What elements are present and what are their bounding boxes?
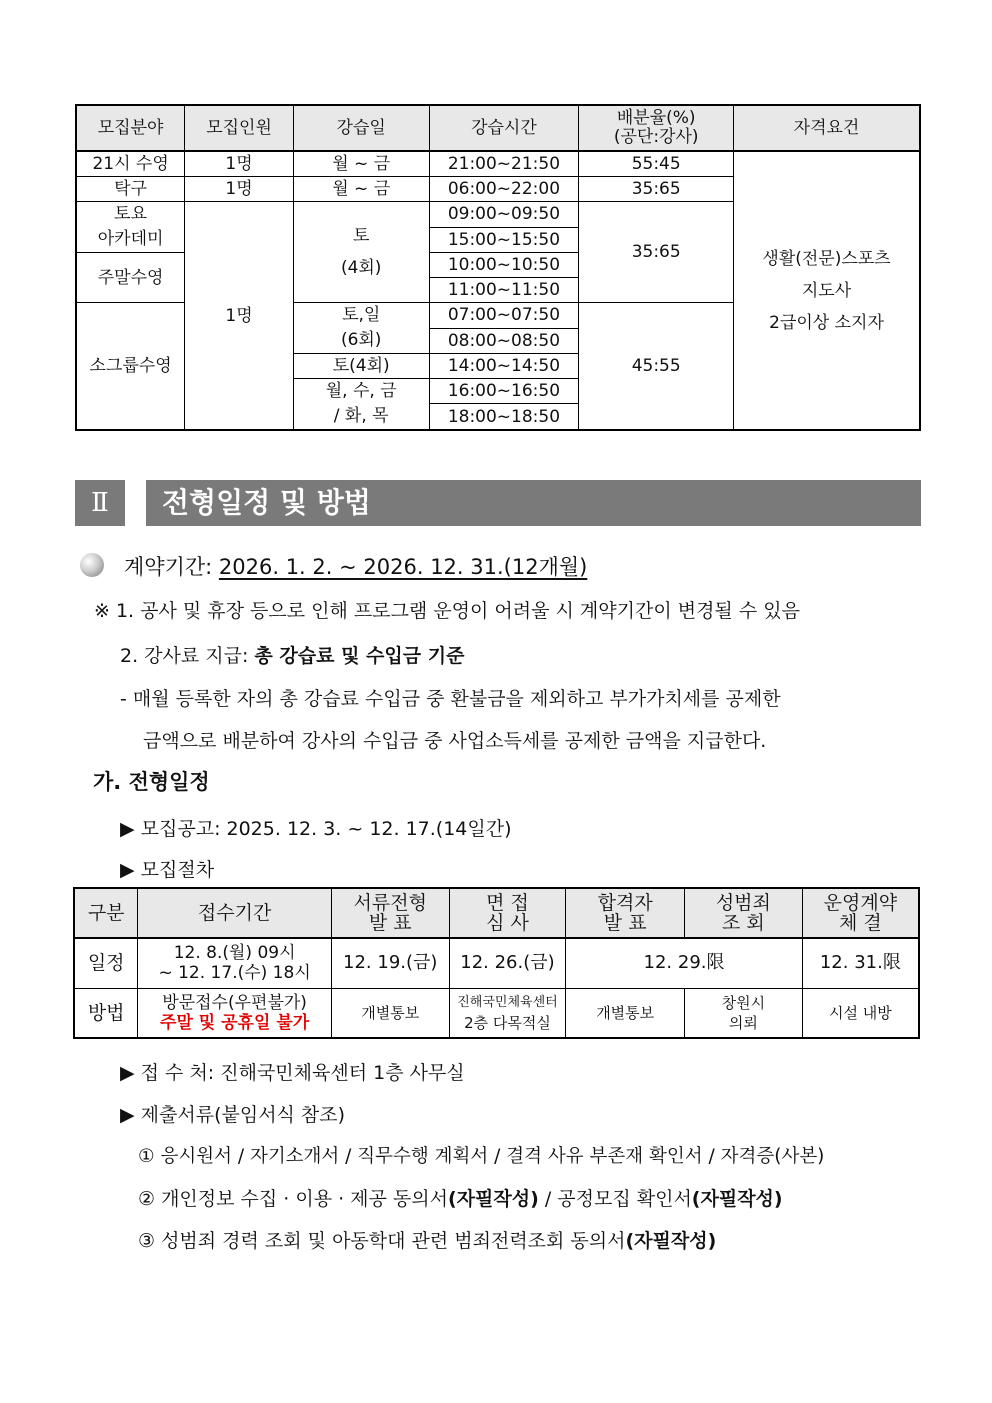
cell-qualification: 생활(전문)스포츠 지도사 2급이상 소지자 xyxy=(734,151,920,430)
cell-field-weekend-swim: 주말수영 xyxy=(76,253,185,303)
announcement-period: ▶ 모집공고: 2025. 12. 3. ~ 12. 17.(14일간) xyxy=(120,818,512,840)
cell-days: 토(4회) xyxy=(293,354,429,379)
cell-time: 08:00~08:50 xyxy=(429,328,579,354)
cell-pass-date: 12. 29.限 xyxy=(566,938,802,988)
cell-field: 탁구 xyxy=(76,177,185,202)
cell-days: 월 ~ 금 xyxy=(293,151,429,177)
cell-time: 07:00~07:50 xyxy=(429,303,579,329)
instructor-recruitment-table xyxy=(75,104,921,431)
cell-count-group: 1명 xyxy=(185,202,294,431)
header-pass-result: 합격자 발 표 xyxy=(566,888,685,938)
cell-document-date: 12. 19.(금) xyxy=(331,938,449,988)
cell-days-satsun: 토,일 (6회) xyxy=(293,303,429,354)
cell-time: 10:00~10:50 xyxy=(429,253,579,278)
document-item-1: ① 응시원서 / 자기소개서 / 직무수행 계획서 / 결격 사유 부존재 확인서 / 자격증(사본) xyxy=(138,1146,825,1167)
contract-period-value: 2026. 1. 2. ~ 2026. 12. 31.(12개월) xyxy=(218,555,588,579)
cell-interview-date: 12. 26.(금) xyxy=(449,938,566,988)
cell-days-saturday: 토 (4회) xyxy=(293,202,429,303)
bullet-ball-icon xyxy=(80,553,104,577)
cell-days: 월 ~ 금 xyxy=(293,177,429,202)
header-period: 접수기간 xyxy=(138,888,332,938)
cell-time: 14:00~14:50 xyxy=(429,354,579,379)
row-label-schedule: 일정 xyxy=(74,938,138,988)
document-item-3: ③ 성범죄 경력 조회 및 아동학대 관련 범죄전력조회 동의서(자필작성) xyxy=(138,1230,717,1252)
cell-contract-date: 12. 31.限 xyxy=(802,938,919,988)
cell-ratio: 55:45 xyxy=(579,151,734,177)
table-row xyxy=(74,988,919,1038)
contract-period: 계약기간: 2026. 1. 2. ~ 2026. 12. 31.(12개월) xyxy=(124,555,588,579)
cell-method-document: 개별통보 xyxy=(331,988,449,1038)
cell-count: 1명 xyxy=(185,151,294,177)
header-interview: 면 접 심 사 xyxy=(449,888,566,938)
cell-time: 21:00~21:50 xyxy=(429,151,579,177)
cell-method-period: 방문접수(우편불가) 주말 및 공휴일 불가 xyxy=(138,988,332,1038)
recruitment-procedure-table xyxy=(73,887,920,1039)
table-header-row xyxy=(74,888,919,938)
table-row xyxy=(74,938,919,988)
cell-count: 1명 xyxy=(185,177,294,202)
cell-ratio: 35:65 xyxy=(579,177,734,202)
document-item-2: ② 개인정보 수집 · 이용 · 제공 동의서(자필작성) / 공정모집 확인서(자필작성) xyxy=(138,1188,783,1210)
schedule-heading: 가. 전형일정 xyxy=(93,770,210,794)
header-days: 강습일 xyxy=(293,105,429,151)
header-ratio: 배분율(%) (공단:강사) xyxy=(579,105,734,151)
header-count: 모집인원 xyxy=(185,105,294,151)
cell-method-pass: 개별통보 xyxy=(566,988,685,1038)
section-title: 전형일정 및 방법 xyxy=(146,480,921,526)
cell-field-saturday-academy: 토요 아카데미 xyxy=(76,202,185,253)
cell-time: 16:00~16:50 xyxy=(429,379,579,404)
note-2: 2. 강사료 지급: 총 강습료 및 수입금 기준 xyxy=(120,645,465,667)
cell-ratio: 45:55 xyxy=(579,303,734,431)
row-label-method: 방법 xyxy=(74,988,138,1038)
cell-time: 09:00~09:50 xyxy=(429,202,579,228)
header-time: 강습시간 xyxy=(429,105,579,151)
cell-time: 11:00~11:50 xyxy=(429,278,579,303)
note-1: ※ 1. 공사 및 휴장 등으로 인해 프로그램 운영이 어려울 시 계약기간이 변경될 수 있음 xyxy=(94,600,800,622)
cell-field: 21시 수영 xyxy=(76,151,185,177)
cell-method-crime: 창원시 의뢰 xyxy=(685,988,803,1038)
application-place: ▶ 접 수 처: 진해국민체육센터 1층 사무실 xyxy=(120,1062,465,1084)
table-header-row xyxy=(76,105,920,151)
note-3: - 매월 등록한 자의 총 강습료 수입금 중 환불금을 제외하고 부가가치세를 공제한 xyxy=(120,688,781,710)
cell-field-small-group: 소그룹수영 xyxy=(76,303,185,431)
procedure-label: ▶ 모집절차 xyxy=(120,859,215,881)
cell-ratio: 35:65 xyxy=(579,202,734,303)
cell-time: 18:00~18:50 xyxy=(429,404,579,430)
header-contract: 운영계약 체 결 xyxy=(802,888,919,938)
cell-method-contract: 시설 내방 xyxy=(802,988,919,1038)
cell-period: 12. 8.(월) 09시 ~ 12. 17.(수) 18시 xyxy=(138,938,332,988)
cell-time: 15:00~15:50 xyxy=(429,227,579,253)
note-4: 금액으로 배분하여 강사의 수입금 중 사업소득세를 공제한 금액을 지급한다. xyxy=(143,730,767,752)
cell-days-weekday: 월, 수, 금 / 화, 목 xyxy=(293,379,429,431)
header-field: 모집분야 xyxy=(76,105,185,151)
header-crime-check: 성범죄 조 회 xyxy=(685,888,803,938)
required-documents-label: ▶ 제출서류(붙임서식 참조) xyxy=(120,1104,346,1126)
header-qualification: 자격요건 xyxy=(734,105,920,151)
cell-method-interview: 진해국민체육센터 2층 다목적실 xyxy=(449,988,566,1038)
cell-time: 06:00~22:00 xyxy=(429,177,579,202)
table-row xyxy=(76,151,920,177)
header-document-result: 서류전형 발 표 xyxy=(331,888,449,938)
header-division: 구분 xyxy=(74,888,138,938)
section-number: Ⅱ xyxy=(75,480,125,526)
